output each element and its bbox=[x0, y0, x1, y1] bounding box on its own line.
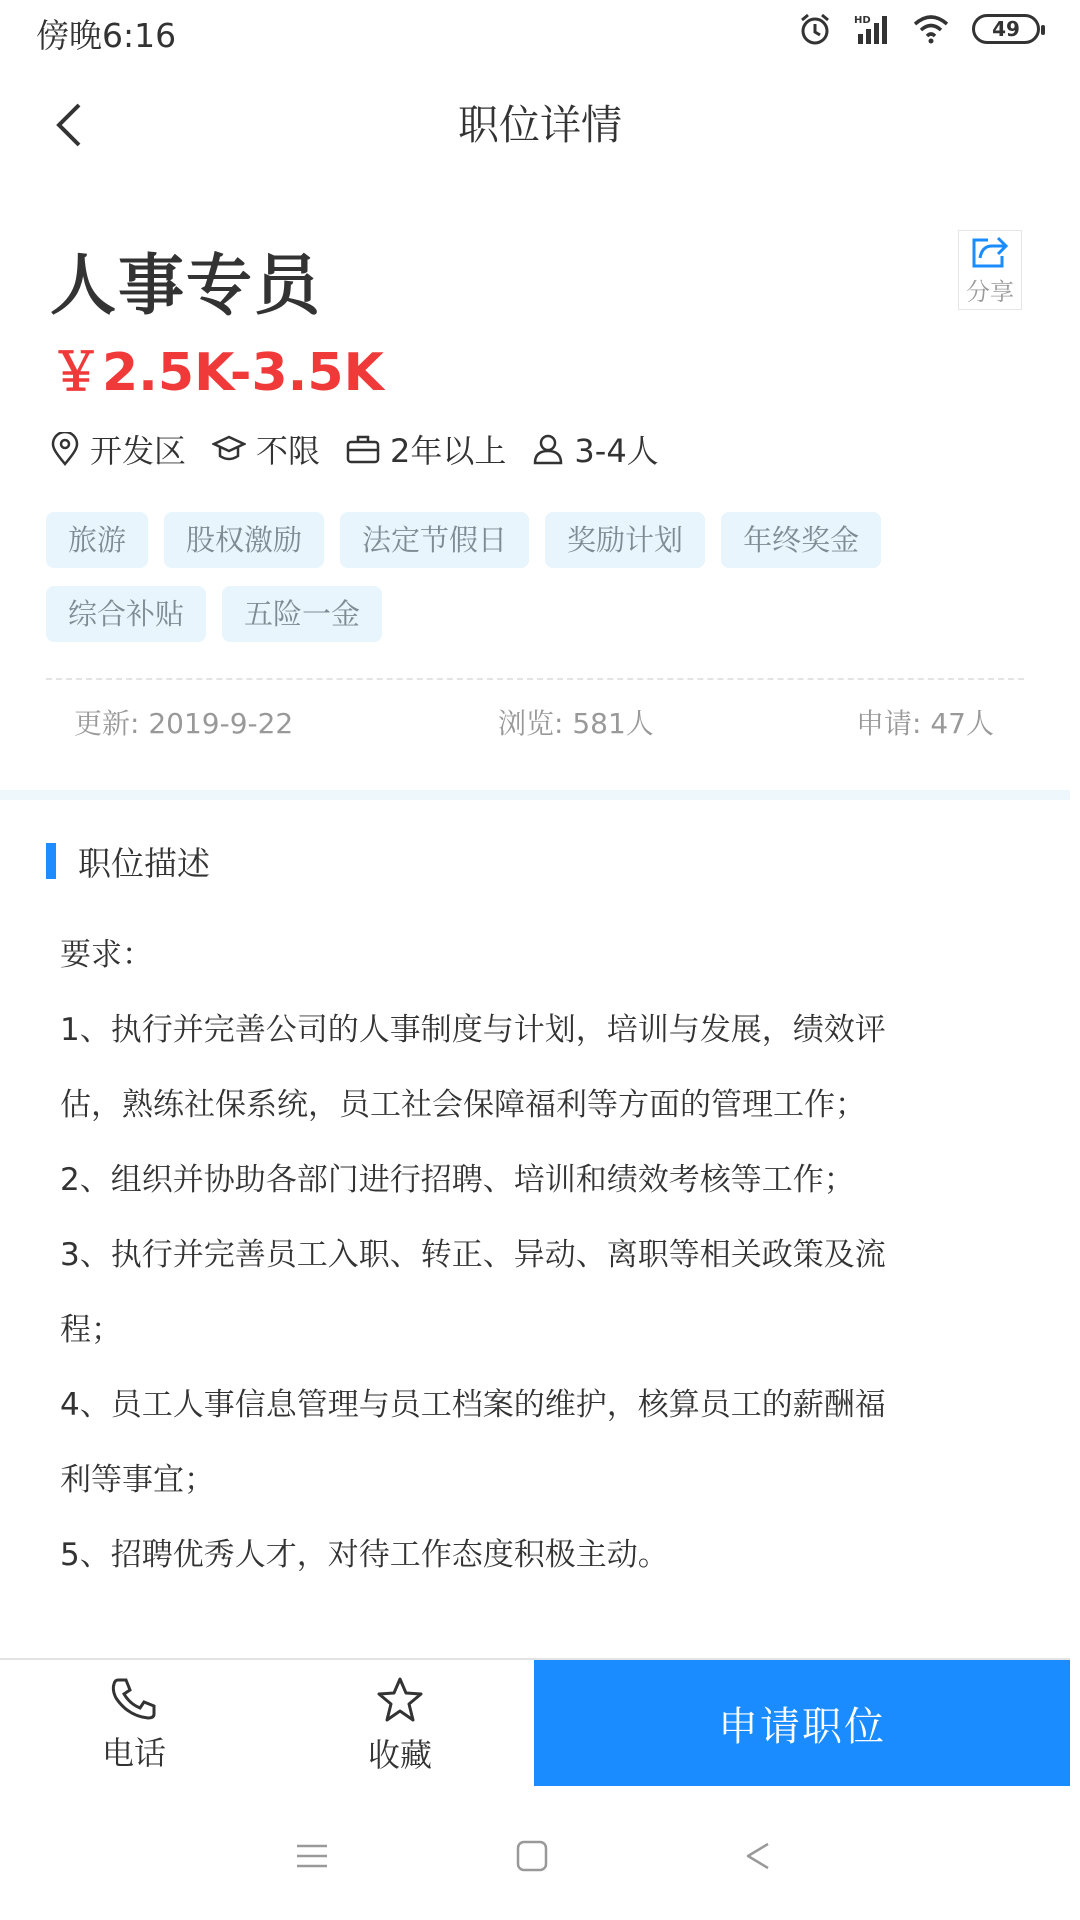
description-line: 3、执行并完善员工入职、转正、异动、离职等相关政策及流 bbox=[60, 1237, 886, 1273]
phone-label: 电话 bbox=[101, 1734, 166, 1772]
apply-button[interactable] bbox=[534, 1660, 1070, 1786]
benefit-tag: 年终奖金 bbox=[721, 512, 881, 568]
alarm-icon bbox=[798, 12, 832, 46]
section-accent-bar bbox=[46, 843, 56, 879]
description-line: 估，熟练社保系统，员工社会保障福利等方面的管理工作； bbox=[60, 1087, 866, 1123]
home-button[interactable] bbox=[502, 1826, 562, 1886]
education-info bbox=[212, 426, 320, 472]
description-line: 2、组织并协助各部门进行招聘、培训和绩效考核等工作； bbox=[60, 1162, 855, 1198]
experience-text: 2年以上 bbox=[390, 432, 507, 470]
graduation-cap-icon bbox=[212, 434, 246, 464]
phone-button[interactable] bbox=[64, 1676, 204, 1774]
nav-header bbox=[0, 70, 1080, 180]
view-count: 浏览: 581人 bbox=[498, 707, 654, 740]
headcount-text: 3-4人 bbox=[574, 432, 659, 470]
updated-date: 更新: 2019-9-22 bbox=[74, 707, 294, 740]
benefit-tag: 旅游 bbox=[46, 512, 148, 568]
job-info-row bbox=[50, 424, 685, 474]
location-info bbox=[50, 426, 186, 472]
share-label: 分享 bbox=[966, 277, 1014, 306]
back-triangle-icon bbox=[742, 1840, 774, 1872]
svg-text:HD: HD bbox=[854, 15, 871, 26]
status-icons bbox=[798, 12, 1040, 46]
page-title: 职位详情 bbox=[458, 101, 622, 149]
battery-icon: 49 bbox=[972, 14, 1040, 44]
job-title: 人事专员 bbox=[50, 247, 322, 324]
benefit-tag: 股权激励 bbox=[164, 512, 324, 568]
square-icon bbox=[516, 1840, 548, 1872]
benefit-tags bbox=[46, 512, 1036, 660]
description-line: 要求： bbox=[60, 937, 153, 973]
education-text: 不限 bbox=[256, 432, 321, 470]
menu-button[interactable] bbox=[282, 1826, 342, 1886]
status-bar bbox=[0, 0, 1080, 64]
headcount-info bbox=[532, 426, 658, 472]
location-pin-icon bbox=[50, 432, 80, 466]
location-text: 开发区 bbox=[90, 432, 187, 470]
status-time: 傍晚6:16 bbox=[36, 16, 177, 55]
job-description bbox=[60, 918, 1020, 1593]
section-header bbox=[46, 840, 210, 882]
share-button[interactable] bbox=[958, 230, 1022, 310]
favorite-label: 收藏 bbox=[367, 1736, 432, 1774]
salary: ￥2.5K-3.5K bbox=[50, 343, 384, 403]
benefit-tag: 奖励计划 bbox=[545, 512, 705, 568]
menu-icon bbox=[295, 1843, 329, 1869]
section-divider bbox=[0, 790, 1070, 800]
signal-icon bbox=[854, 14, 890, 44]
benefit-tag: 综合补贴 bbox=[46, 586, 206, 642]
benefit-tag: 法定节假日 bbox=[340, 512, 529, 568]
star-icon bbox=[375, 1676, 425, 1724]
favorite-button[interactable] bbox=[330, 1676, 470, 1776]
experience-info bbox=[346, 426, 506, 472]
person-icon bbox=[532, 433, 564, 465]
system-back-button[interactable] bbox=[728, 1826, 788, 1886]
action-bar bbox=[0, 1658, 1070, 1786]
apply-label: 申请职位 bbox=[718, 1703, 886, 1750]
application-count: 申请: 47人 bbox=[856, 707, 994, 740]
description-line: 1、执行并完善公司的人事制度与计划，培训与发展，绩效评 bbox=[60, 1012, 886, 1048]
share-icon bbox=[970, 234, 1010, 270]
system-nav-bar bbox=[0, 1786, 1070, 1920]
section-title: 职位描述 bbox=[78, 843, 210, 883]
wifi-icon bbox=[912, 14, 950, 44]
description-line: 利等事宜； bbox=[60, 1462, 215, 1498]
job-stats bbox=[74, 702, 994, 750]
divider bbox=[46, 678, 1024, 680]
description-line: 5、招聘优秀人才，对待工作态度积极主动。 bbox=[60, 1537, 669, 1573]
phone-icon bbox=[108, 1676, 160, 1722]
benefit-tag: 五险一金 bbox=[222, 586, 382, 642]
description-line: 4、员工人事信息管理与员工档案的维护，核算员工的薪酬福 bbox=[60, 1387, 886, 1423]
description-line: 程； bbox=[60, 1312, 122, 1348]
briefcase-icon bbox=[346, 434, 380, 464]
